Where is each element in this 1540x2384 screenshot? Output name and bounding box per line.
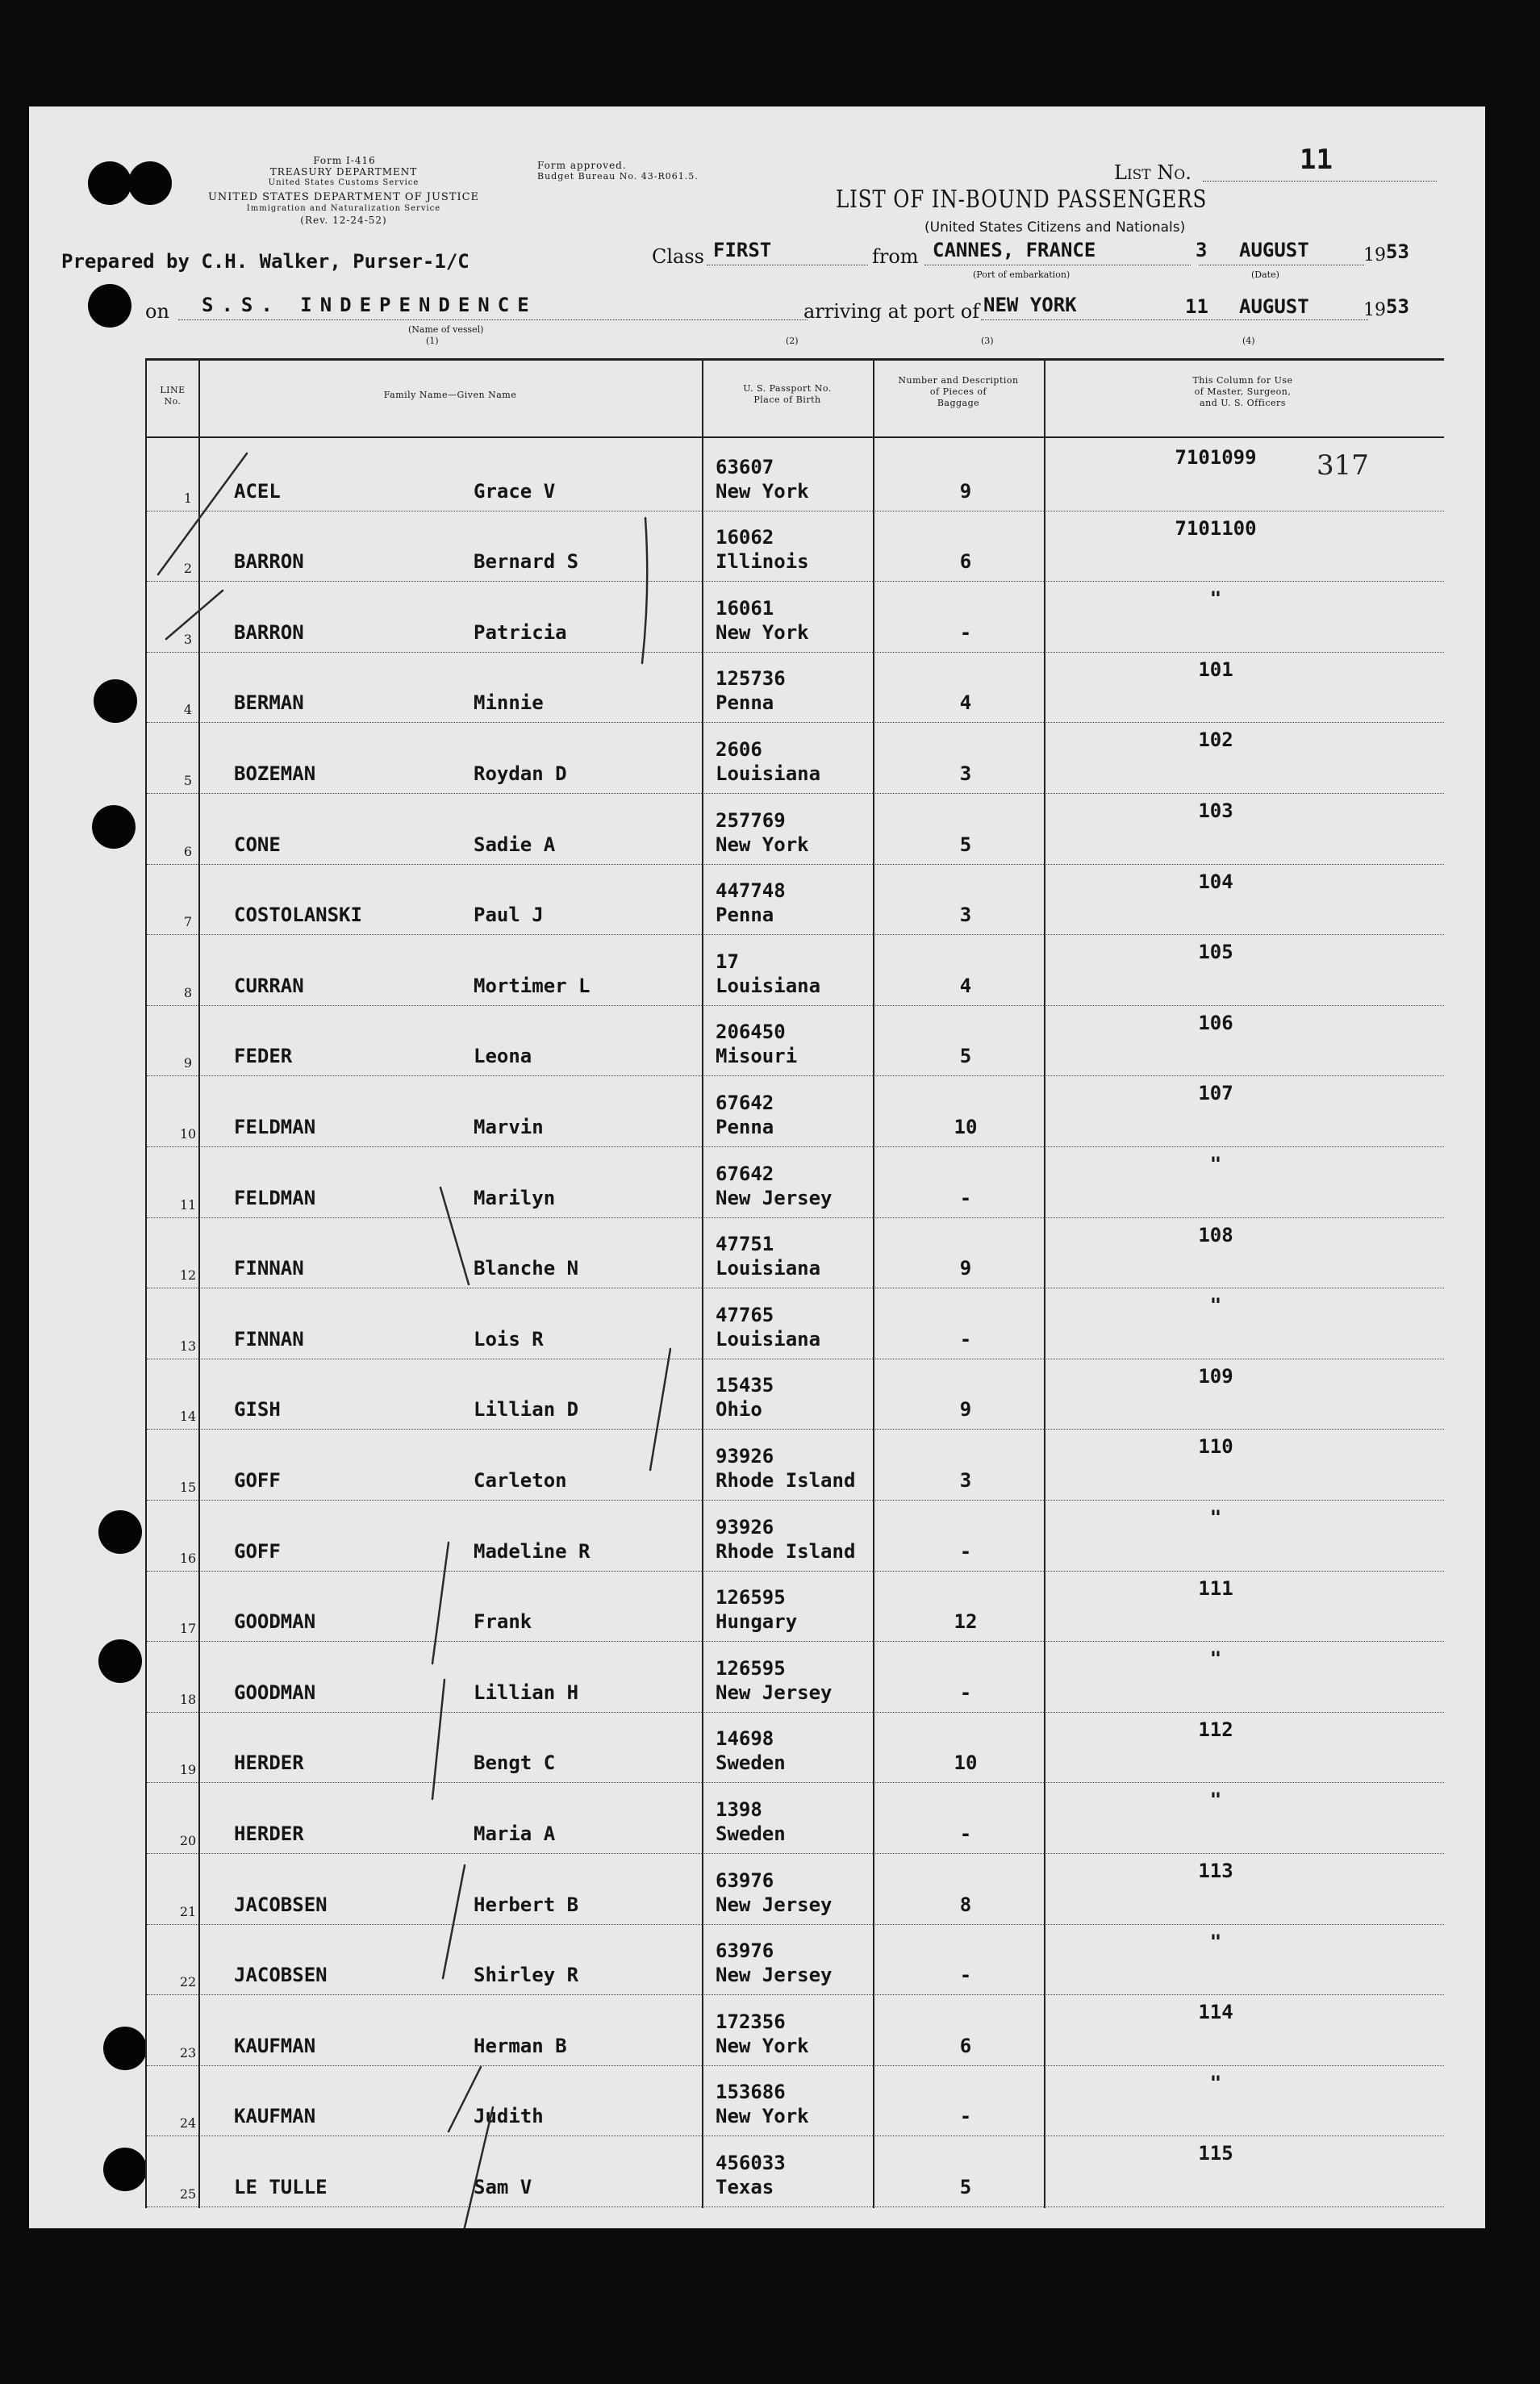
col-baggage-1: Number and Description (898, 375, 1019, 386)
col-officers-1: This Column for Use (1192, 375, 1293, 386)
family-name: LE TULLE (234, 2175, 328, 2198)
officer-number: " (1209, 587, 1222, 611)
baggage-count: 4 (959, 691, 972, 715)
family-name: GOFF (234, 1468, 281, 1492)
caption-col4: (4) (1242, 336, 1255, 346)
class-value: FIRST (713, 239, 772, 261)
officer-number: " (1209, 1647, 1222, 1671)
family-name: JACOBSEN (234, 1893, 328, 1916)
baggage-count: 10 (954, 1115, 978, 1138)
passport-no: 93926 (716, 1444, 774, 1468)
baggage-count: - (959, 2105, 972, 2128)
family-name: CURRAN (234, 974, 304, 997)
officer-number: " (1209, 1789, 1222, 1812)
port-embark-caption: (Port of embarkation) (973, 269, 1070, 280)
family-name: FINNAN (234, 1257, 304, 1280)
place-of-birth: Rhode Island (716, 1539, 856, 1563)
officer-number: " (1209, 1506, 1222, 1529)
family-name: FINNAN (234, 1327, 304, 1351)
place-of-birth: Sweden (716, 1822, 786, 1845)
passport-no: 16061 (716, 596, 774, 620)
col-officers-2: of Master, Surgeon, (1194, 386, 1292, 397)
family-name: FEDER (234, 1045, 293, 1068)
line-number: 9 (183, 1055, 193, 1071)
family-name: FELDMAN (234, 1186, 316, 1209)
place-of-birth: Louisiana (716, 974, 821, 997)
passport-no: 47765 (716, 1303, 774, 1326)
family-name: BARRON (234, 620, 304, 644)
passport-no: 172356 (716, 2010, 786, 2033)
dep-year: 53 (1386, 240, 1409, 263)
passport-no: 126595 (716, 1656, 786, 1680)
baggage-count: 8 (959, 1893, 972, 1916)
given-name: Minnie (474, 691, 544, 715)
given-name: Marvin (474, 1115, 544, 1138)
line-number: 4 (183, 702, 193, 718)
from-value: CANNES, FRANCE (933, 239, 1096, 261)
baggage-count: - (959, 1539, 972, 1563)
officer-number: 115 (1198, 2142, 1233, 2165)
baggage-count: 5 (959, 1045, 972, 1068)
place-of-birth: Misouri (716, 1045, 798, 1068)
tick-mark (432, 1543, 449, 1664)
col-passport-1: U. S. Passport No. (743, 383, 832, 394)
baggage-count: 9 (959, 1398, 972, 1422)
baggage-count: - (959, 1327, 972, 1351)
family-name: CONE (234, 833, 281, 856)
form-subtitle: (United States Citizens and Nationals) (924, 219, 1186, 236)
arrival-port: NEW YORK (983, 294, 1077, 316)
place-of-birth: New Jersey (716, 1893, 833, 1916)
officer-number: " (1209, 1153, 1222, 1175)
officer-number: 107 (1198, 1082, 1233, 1105)
family-name: KAUFMAN (234, 2105, 316, 2128)
family-name: KAUFMAN (234, 2034, 316, 2057)
family-name: COSTOLANSKI (234, 904, 362, 927)
line-number: 11 (179, 1196, 197, 1213)
tick-mark (449, 2067, 481, 2131)
tick-mark (432, 1680, 444, 1799)
officer-number: 103 (1198, 800, 1233, 822)
line-number: 24 (179, 2115, 197, 2131)
given-name: Maria A (474, 1822, 556, 1845)
place-of-birth: New Jersey (716, 1680, 833, 1704)
caption-col2: (2) (786, 336, 799, 346)
place-of-birth: Rhode Island (716, 1468, 856, 1492)
passport-no: 153686 (716, 2081, 786, 2104)
officer-number: 113 (1198, 1860, 1233, 1882)
line-number: 22 (179, 1974, 197, 1990)
list-no-label: List No. (1114, 161, 1192, 184)
line-number: 20 (179, 1832, 197, 1848)
vessel-caption: (Name of vessel) (408, 324, 484, 335)
tick-mark (650, 1349, 670, 1470)
baggage-count: - (959, 1680, 972, 1704)
place-of-birth: Penna (716, 904, 774, 927)
arr-day: 11 (1185, 295, 1208, 318)
given-name: Herbert B (474, 1893, 579, 1916)
officer-number: " (1209, 1294, 1222, 1317)
baggage-count: - (959, 1822, 972, 1845)
dep-year-prefix: 19 (1363, 245, 1386, 265)
place-of-birth: Sweden (716, 1751, 786, 1775)
passport-no: 206450 (716, 1021, 786, 1044)
given-name: Sadie A (474, 833, 556, 856)
list-no-value: 11 (1300, 144, 1333, 176)
tick-mark (158, 453, 247, 577)
officer-number: 108 (1198, 1223, 1233, 1246)
line-number: 12 (179, 1267, 197, 1284)
baggage-count: 10 (954, 1751, 978, 1775)
given-name: Blanche N (474, 1257, 579, 1280)
baggage-count: - (959, 1964, 972, 1987)
given-name: Patricia (474, 620, 567, 644)
given-name: Roydan D (474, 762, 567, 785)
baggage-count: 3 (959, 1468, 972, 1492)
line-number: 14 (179, 1409, 197, 1425)
on-label: on (145, 300, 169, 323)
given-name: Sam V (474, 2175, 532, 2198)
given-name: Bernard S (474, 550, 579, 574)
passport-no: 67642 (716, 1162, 774, 1185)
family-name: BOZEMAN (234, 762, 316, 785)
family-name: BERMAN (234, 691, 304, 715)
line-number: 15 (179, 1479, 197, 1495)
passport-no: 63976 (716, 1939, 774, 1963)
vessel-caption-num: (1) (426, 336, 439, 346)
given-name: Frank (474, 1610, 532, 1634)
tick-mark (642, 518, 647, 663)
family-name: GOODMAN (234, 1610, 316, 1634)
passport-no: 67642 (716, 1091, 774, 1114)
passport-no: 126595 (716, 1586, 786, 1610)
line-number: 18 (179, 1691, 197, 1707)
justice-dept: UNITED STATES DEPARTMENT OF JUSTICE (207, 191, 480, 203)
officer-number: 102 (1198, 729, 1233, 752)
ins-service: Immigration and Naturalization Service (246, 204, 441, 213)
passport-no: 2606 (716, 737, 762, 761)
line-number: 23 (179, 2044, 197, 2060)
col-baggage-2: of Pieces of (929, 386, 987, 397)
passport-no: 447748 (716, 879, 786, 903)
baggage-count: 5 (959, 833, 972, 856)
date-caption: (Date) (1251, 269, 1279, 280)
dep-month: AUGUST (1239, 239, 1309, 261)
passport-no: 63976 (716, 1868, 774, 1892)
passport-no: 16062 (716, 526, 774, 549)
line-number: 16 (179, 1550, 197, 1566)
line-number: 10 (179, 1125, 197, 1142)
given-name: Madeline R (474, 1539, 591, 1563)
family-name: JACOBSEN (234, 1964, 328, 1987)
given-name: Herman B (474, 2034, 567, 2057)
dep-day: 3 (1196, 239, 1208, 261)
place-of-birth: Louisiana (716, 1327, 821, 1351)
line-number: 1 (183, 490, 193, 506)
arr-year-prefix: 19 (1363, 300, 1386, 320)
col-baggage-3: Baggage (937, 398, 980, 408)
officer-number: 110 (1198, 1435, 1233, 1459)
passport-no: 63607 (716, 455, 774, 478)
family-name: GOODMAN (234, 1680, 316, 1704)
passport-no: 15435 (716, 1374, 774, 1397)
passport-no: 17 (716, 950, 739, 973)
tick-mark (440, 1188, 469, 1284)
passport-no: 47751 (716, 1233, 774, 1256)
given-name: Lillian H (474, 1680, 579, 1704)
line-number: 2 (183, 561, 193, 577)
line-number: 5 (183, 772, 193, 788)
place-of-birth: New York (716, 620, 809, 644)
place-of-birth: Louisiana (716, 762, 821, 785)
vessel-name: S.S. INDEPENDENCE (202, 294, 537, 316)
budget-bureau-no: Budget Bureau No. 43-R061.5. (537, 171, 699, 182)
officer-number: 111 (1198, 1576, 1233, 1600)
place-of-birth: New York (716, 479, 809, 503)
arr-year: 53 (1386, 295, 1409, 318)
document-sheet (29, 106, 1485, 2228)
line-number: 7 (183, 914, 193, 930)
line-number: 8 (183, 984, 193, 1000)
line-number: 21 (179, 1903, 197, 1919)
place-of-birth: New York (716, 833, 809, 856)
baggage-count: 4 (959, 974, 972, 997)
family-name: BARRON (234, 550, 304, 574)
form-approved: Form approved. (537, 160, 627, 171)
given-name: Marilyn (474, 1186, 556, 1209)
baggage-count: 12 (954, 1610, 978, 1634)
place-of-birth: Louisiana (716, 1257, 821, 1280)
passport-no: 456033 (716, 2151, 786, 2174)
officer-number: 114 (1198, 2001, 1233, 2024)
officer-note: 317 (1317, 449, 1369, 482)
passport-no: 125736 (716, 667, 786, 691)
baggage-count: 3 (959, 904, 972, 927)
place-of-birth: Illinois (716, 550, 809, 574)
line-number: 25 (179, 2186, 197, 2202)
baggage-count: 9 (959, 1257, 972, 1280)
baggage-count: 6 (959, 550, 972, 574)
place-of-birth: New Jersey (716, 1186, 833, 1209)
passport-no: 14698 (716, 1727, 774, 1751)
given-name: Shirley R (474, 1964, 579, 1987)
place-of-birth: New York (716, 2034, 809, 2057)
baggage-count: - (959, 620, 972, 644)
given-name: Bengt C (474, 1751, 556, 1775)
class-label: Class (652, 245, 704, 268)
officer-number: " (1209, 1930, 1222, 1953)
baggage-count: 6 (959, 2034, 972, 2057)
officer-number: " (1209, 2071, 1222, 2094)
given-name: Paul J (474, 904, 544, 927)
place-of-birth: New Jersey (716, 1964, 833, 1987)
caption-col3: (3) (981, 336, 994, 346)
given-name: Lillian D (474, 1398, 579, 1422)
tick-mark (166, 591, 223, 639)
customs-service: United States Customs Service (268, 178, 419, 187)
given-name: Lois R (474, 1327, 544, 1351)
line-number: 19 (179, 1762, 197, 1778)
col-officers-3: and U. S. Officers (1200, 398, 1286, 408)
place-of-birth: Texas (716, 2175, 774, 2198)
given-name: Mortimer L (474, 974, 591, 997)
place-of-birth: Penna (716, 691, 774, 715)
prepared-by: Prepared by C.H. Walker, Purser-1/C (61, 250, 470, 273)
given-name: Leona (474, 1045, 532, 1068)
handwritten-marks (29, 106, 1485, 2228)
line-number: 3 (183, 631, 193, 647)
form-number: Form I-416 (313, 155, 376, 166)
officer-number: 104 (1198, 870, 1233, 893)
officer-number: 101 (1198, 658, 1233, 681)
line-number: 6 (183, 843, 193, 859)
col-passport-2: Place of Birth (753, 395, 821, 405)
col-name: Family Name—Given Name (383, 390, 517, 400)
baggage-count: 5 (959, 2175, 972, 2198)
officer-number: 112 (1198, 1718, 1233, 1741)
family-name: FELDMAN (234, 1115, 316, 1138)
family-name: HERDER (234, 1822, 304, 1845)
tick-mark (443, 1865, 465, 1978)
officer-number: 7101099 (1175, 446, 1257, 469)
officer-number: 109 (1198, 1364, 1233, 1388)
col-line-no: LINE No. (160, 385, 186, 407)
from-label: from (872, 245, 919, 268)
officer-number: 106 (1198, 1011, 1233, 1034)
passport-no: 1398 (716, 1797, 762, 1821)
treasury-dept: TREASURY DEPARTMENT (269, 166, 418, 177)
baggage-count: 9 (959, 479, 972, 503)
place-of-birth: Hungary (716, 1610, 798, 1634)
given-name: Judith (474, 2105, 544, 2128)
arr-month: AUGUST (1239, 295, 1309, 318)
place-of-birth: Penna (716, 1115, 774, 1138)
given-name: Carleton (474, 1468, 567, 1492)
baggage-count: - (959, 1186, 972, 1209)
form-title: LIST OF IN-BOUND PASSENGERS (836, 186, 1208, 214)
passport-no: 257769 (716, 808, 786, 832)
given-name: Grace V (474, 479, 556, 503)
baggage-count: 3 (959, 762, 972, 785)
family-name: GISH (234, 1398, 281, 1422)
family-name: HERDER (234, 1751, 304, 1775)
officer-number: 7101100 (1175, 516, 1257, 540)
family-name: GOFF (234, 1539, 281, 1563)
tick-mark (461, 2107, 493, 2228)
line-number: 17 (179, 1621, 197, 1637)
family-name: ACEL (234, 479, 281, 503)
line-number: 13 (179, 1338, 197, 1354)
revision-date: (Rev. 12-24-52) (300, 215, 387, 226)
place-of-birth: Ohio (716, 1398, 762, 1422)
place-of-birth: New York (716, 2105, 809, 2128)
arriving-label: arriving at port of (803, 300, 980, 323)
officer-number: 105 (1198, 941, 1233, 964)
passport-no: 93926 (716, 1515, 774, 1539)
